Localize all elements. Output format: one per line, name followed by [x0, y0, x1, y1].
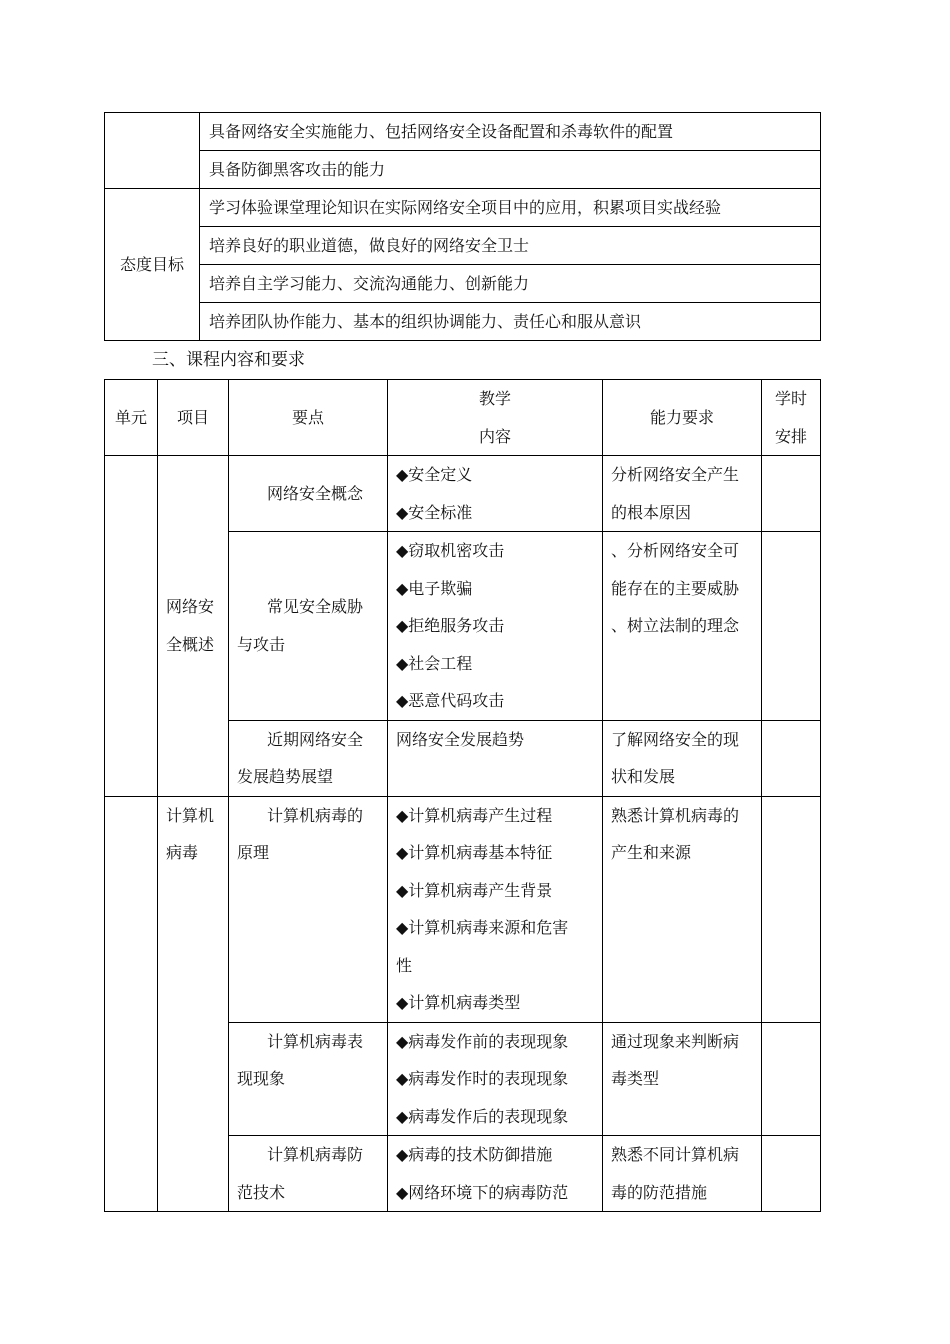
key-point-line: 与攻击: [237, 634, 286, 654]
content-item: ◆计算机病毒基本特征: [396, 843, 553, 862]
header-content-line: 内容: [478, 426, 511, 446]
content-item: ◆社会工程: [396, 653, 473, 673]
ability-line: 状和发展: [611, 767, 676, 786]
key-point-line: 计算机病毒防: [267, 1145, 364, 1164]
ability-line: 毒的防范措施: [611, 1182, 708, 1202]
content-item: ◆计算机病毒产生过程: [396, 805, 553, 825]
content-item: ◆计算机病毒类型: [396, 993, 521, 1012]
content-cell: [388, 1136, 603, 1212]
content-cell: [388, 796, 603, 1022]
key-point-cell: [229, 720, 388, 796]
ability-cell: [603, 796, 762, 1022]
ability-line: 分析网络安全产生: [611, 465, 740, 484]
ability-line: 能存在的主要威胁: [611, 578, 740, 598]
skill-goal-item: 具备防御黑客攻击的能力: [200, 151, 821, 189]
key-point-line: 原理: [237, 843, 270, 862]
header-hours-line: 安排: [774, 426, 807, 446]
section-heading: 三、课程内容和要求: [152, 350, 305, 370]
content-cell: [388, 532, 603, 721]
header-hours-line: 学时: [774, 389, 807, 408]
ability-cell: [603, 1022, 762, 1136]
ability-cell: [603, 456, 762, 532]
ability-cell: [603, 1136, 762, 1212]
hours-cell: [762, 796, 821, 1022]
attitude-goal-label: 态度目标: [105, 189, 200, 341]
skill-goal-item: 具备网络安全实施能力、包括网络安全设备配置和杀毒软件的配置: [200, 113, 821, 151]
header-hours: [762, 380, 821, 456]
content-cell: [388, 1022, 603, 1136]
content-item: ◆网络环境下的病毒防范: [396, 1182, 569, 1202]
ability-line: 熟悉计算机病毒的: [611, 805, 740, 825]
key-point-line: 现现象: [237, 1069, 286, 1088]
key-point-line: 范技术: [237, 1182, 286, 1202]
hours-cell: [762, 532, 821, 721]
attitude-goal-item: 培养良好的职业道德，做良好的网络安全卫士: [200, 227, 821, 265]
goals-table: [104, 112, 821, 341]
content-item: ◆拒绝服务攻击: [396, 616, 505, 635]
hours-cell: [762, 1022, 821, 1136]
content-item: ◆安全定义: [396, 465, 473, 484]
unit-cell: [105, 796, 158, 1212]
key-point-cell: [229, 796, 388, 1022]
hours-cell: [762, 456, 821, 532]
content-item: ◆病毒发作时的表现现象: [396, 1069, 569, 1088]
attitude-goal-item: 培养自主学习能力、交流沟通能力、创新能力: [200, 265, 821, 303]
content-item: 性: [396, 955, 413, 975]
key-point-line: 网络安全概念: [267, 483, 364, 503]
key-point-line: 常见安全威胁: [267, 597, 364, 617]
goals-row-header-empty: [105, 113, 200, 189]
hours-cell: [762, 720, 821, 796]
header-ability: 能力要求: [603, 380, 762, 456]
key-point-cell: [229, 1022, 388, 1136]
project-line: 病毒: [166, 843, 199, 862]
project-line: 计算机: [166, 805, 215, 825]
content-item: ◆计算机病毒来源和危害: [396, 918, 569, 937]
content-item: ◆计算机病毒产生背景: [396, 880, 553, 900]
ability-cell: [603, 720, 762, 796]
content-item: ◆安全标准: [396, 502, 473, 522]
content-item: ◆电子欺骗: [396, 578, 473, 598]
course-table-row: [105, 456, 821, 532]
content-cell: [388, 456, 603, 532]
ability-line: 、分析网络安全可: [611, 541, 740, 560]
content-item: ◆病毒的技术防御措施: [396, 1145, 553, 1164]
content-item: ◆病毒发作前的表现现象: [396, 1031, 569, 1051]
ability-line: 熟悉不同计算机病: [611, 1145, 740, 1164]
key-point-line: 计算机病毒的: [267, 805, 364, 825]
content-item: ◆病毒发作后的表现现象: [396, 1106, 569, 1126]
unit-cell: [105, 456, 158, 797]
content-item: ◆恶意代码攻击: [396, 691, 505, 710]
ability-line: 了解网络安全的现: [611, 729, 740, 749]
key-point-line: 近期网络安全: [267, 729, 364, 749]
course-table-header-row: [105, 380, 821, 456]
header-content: [388, 380, 603, 456]
header-key-points: 要点: [229, 380, 388, 456]
key-point-cell: [229, 456, 388, 532]
ability-line: 毒类型: [611, 1069, 660, 1088]
project-line: 网络安: [166, 597, 215, 617]
ability-cell: [603, 532, 762, 721]
ability-line: 、树立法制的理念: [611, 616, 740, 635]
header-unit: 单元: [105, 380, 158, 456]
key-point-cell: [229, 1136, 388, 1212]
ability-line: 产生和来源: [611, 843, 692, 862]
content-cell: [388, 720, 603, 796]
content-item: 网络安全发展趋势: [396, 729, 525, 749]
header-content-line: 教学: [478, 389, 511, 408]
course-table-row: [105, 796, 821, 1022]
course-table-body: [105, 456, 821, 1212]
course-table: [104, 379, 821, 1212]
project-cell: [158, 796, 229, 1212]
ability-line: 的根本原因: [611, 502, 692, 522]
attitude-goal-item: 学习体验课堂理论知识在实际网络安全项目中的应用，积累项目实战经验: [200, 189, 821, 227]
project-line: 全概述: [166, 634, 215, 654]
key-point-line: 发展趋势展望: [237, 767, 334, 786]
hours-cell: [762, 1136, 821, 1212]
key-point-cell: [229, 532, 388, 721]
header-project: 项目: [158, 380, 229, 456]
ability-line: 通过现象来判断病: [611, 1031, 740, 1051]
project-cell: [158, 456, 229, 797]
content-item: ◆窃取机密攻击: [396, 541, 505, 560]
key-point-line: 计算机病毒表: [267, 1031, 364, 1051]
attitude-goal-item: 培养团队协作能力、基本的组织协调能力、责任心和服从意识: [200, 303, 821, 341]
